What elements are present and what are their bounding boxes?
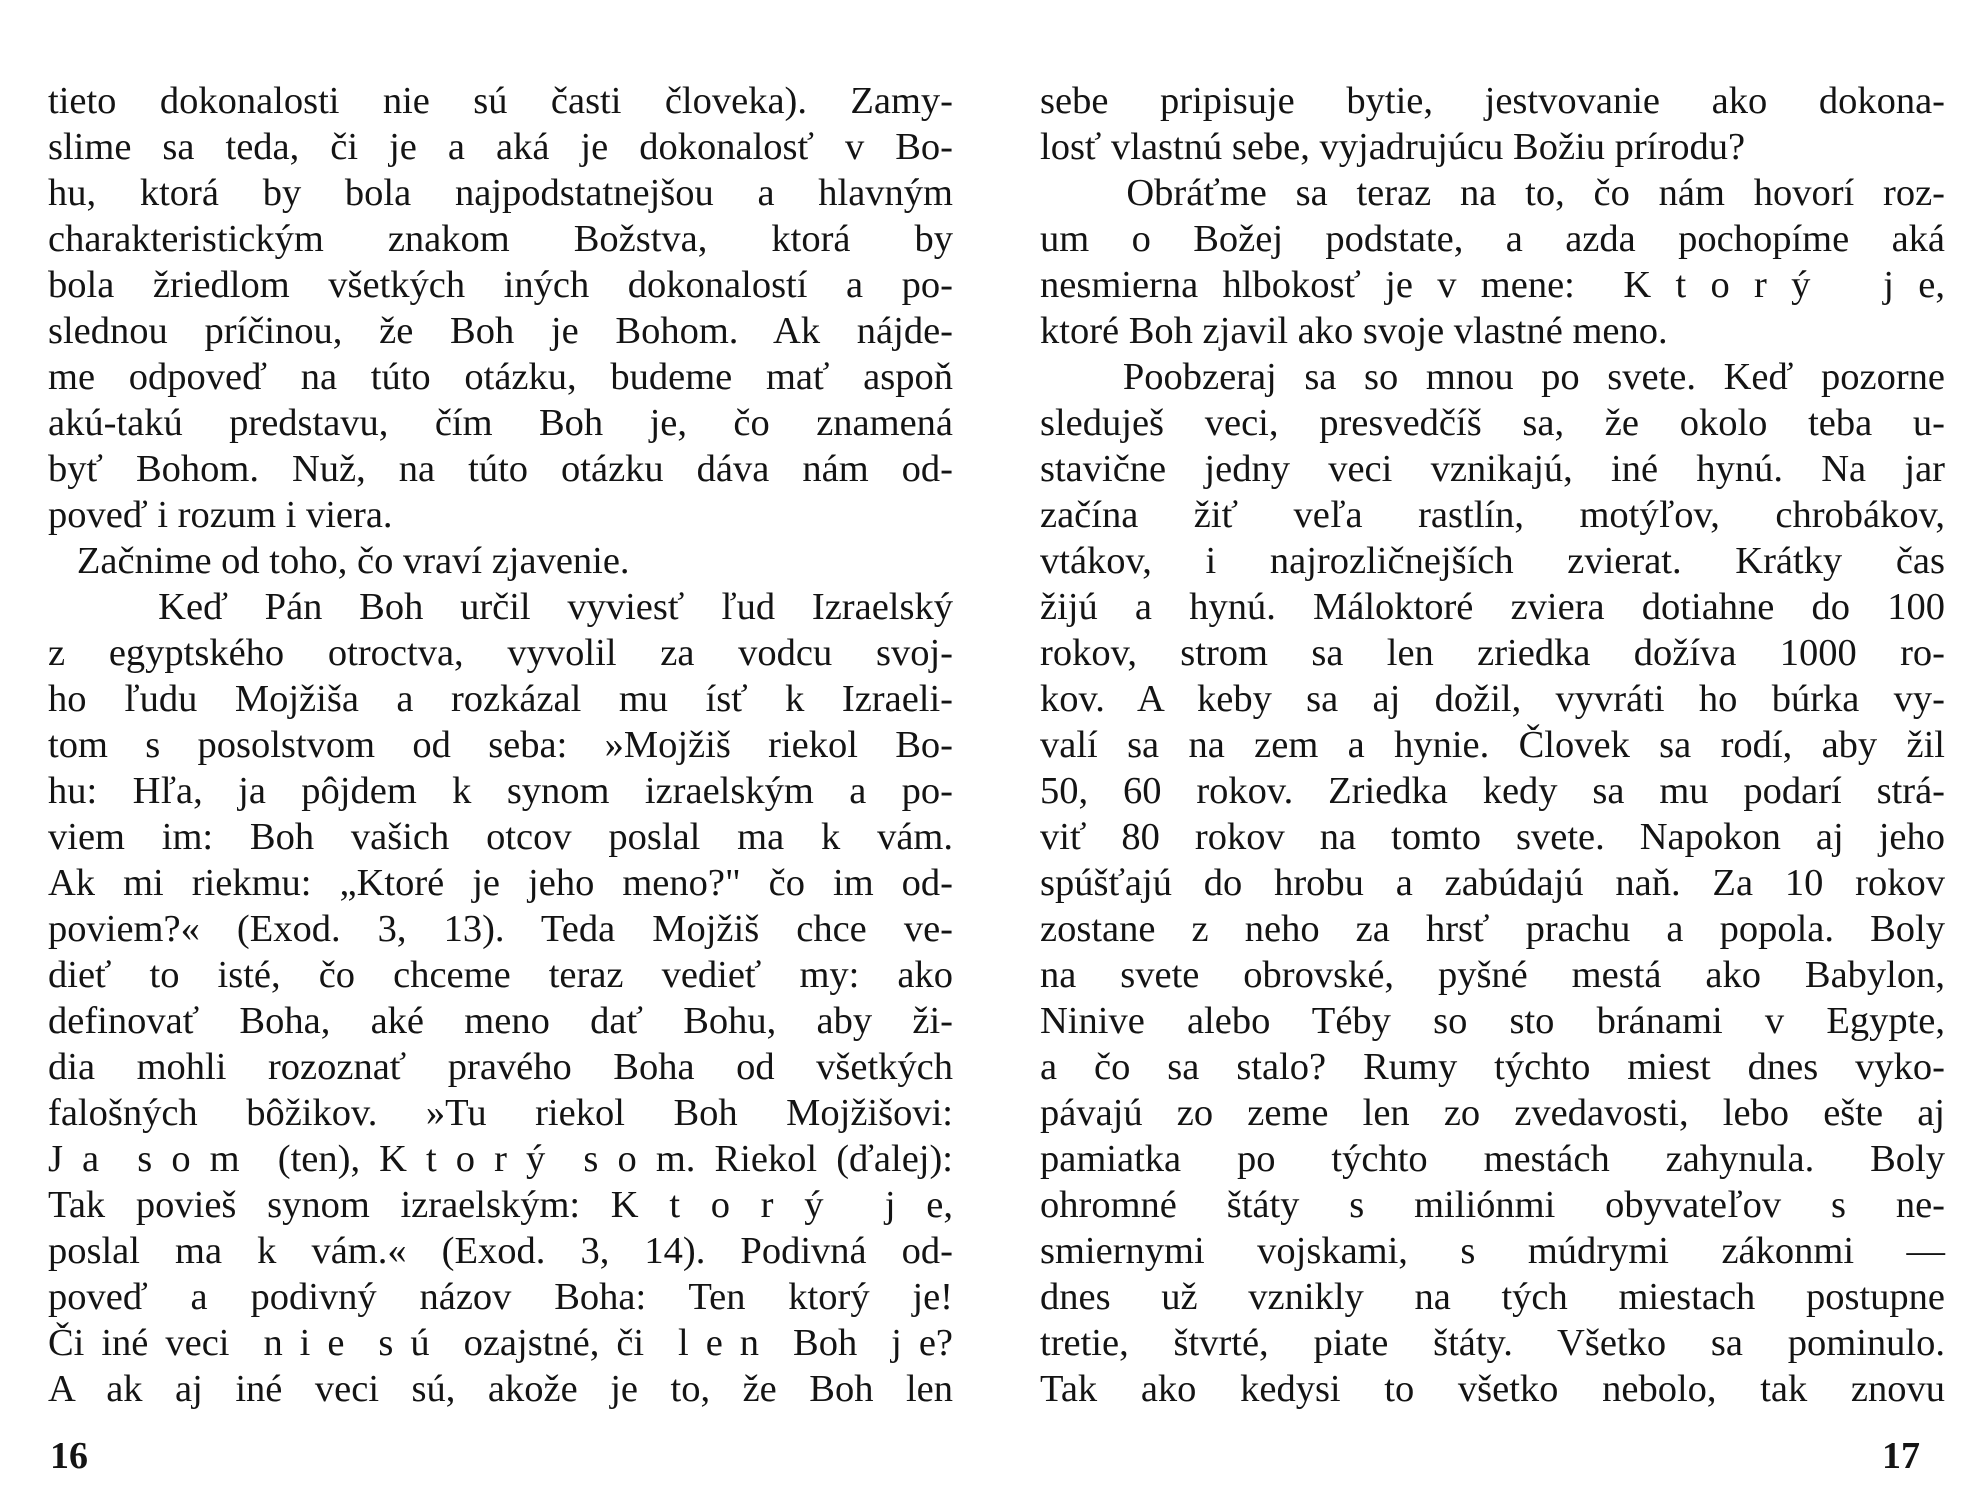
text-line: viem im: Boh vašich otcov poslal ma k vám. — [48, 816, 953, 858]
text-line: rokov, strom sa len zriedka dožíva 1000 ro- — [1040, 632, 1945, 674]
text-line: 50, 60 rokov. Zriedka kedy sa mu podarí strá- — [1040, 770, 1945, 812]
text-line: ho ľudu Mojžiša a rozkázal mu ísť k Izraeli- — [48, 678, 953, 720]
text-line: tretie, štvrté, piate štáty. Všetko sa pominulo. — [1040, 1322, 1945, 1364]
text-line: zostane z neho za hrsť prachu a popola. Boly — [1040, 908, 1945, 950]
text-line: ohromné štáty s miliónmi obyvateľov s ne- — [1040, 1184, 1945, 1226]
text-line: poviem?« (Exod. 3, 13). Teda Mojžiš chce ve- — [48, 908, 953, 950]
text-line: Ninive alebo Téby so sto bránami v Egypte, — [1040, 1000, 1945, 1042]
text-line: Ak mi riekmu: „Ktoré je jeho meno?" čo im od- — [48, 862, 953, 904]
text-line: Začnime od toho, čo vraví zjavenie. — [48, 540, 630, 582]
text-line: Tak povieš synom izraelským: K t o r ý j e, — [48, 1184, 953, 1226]
text-line: spúšťajú do hrobu a zabúdajú naň. Za 10 rokov — [1040, 862, 1945, 904]
text-line: charakteristickým znakom Božstva, ktorá by — [48, 218, 953, 260]
text-line: byť Bohom. Nuž, na túto otázku dáva nám od- — [48, 448, 953, 490]
text-line: akú-takú predstavu, čím Boh je, čo znamená — [48, 402, 953, 444]
text-line: pamiatka po týchto mestách zahynula. Boly — [1040, 1138, 1945, 1180]
right-page-text — [1040, 78, 1945, 1412]
text-line: slime sa teda, či je a aká je dokonalosť v Bo- — [48, 126, 953, 168]
text-line: falošných bôžikov. »Tu riekol Boh Mojžišovi: — [48, 1092, 953, 1134]
text-line: tieto dokonalosti nie sú časti človeka). Zamy- — [48, 80, 953, 122]
text-line: A ak aj iné veci sú, akože je to, že Boh len — [48, 1368, 953, 1410]
text-line: sebe pripisuje bytie, jestvovanie ako dokona- — [1040, 80, 1945, 122]
text-line: z egyptského otroctva, vyvolil za vodcu svoj- — [48, 632, 953, 674]
text-line: hu: Hľa, ja pôjdem k synom izraelským a po- — [48, 770, 953, 812]
text-line: slednou príčinou, že Boh je Bohom. Ak nájde- — [48, 310, 953, 352]
text-line: definovať Boha, aké meno dať Bohu, aby ži- — [48, 1000, 953, 1042]
text-line: J a s o m (ten), K t o r ý s o m. Riekol (ďalej): — [48, 1138, 953, 1180]
text-line: žijú a hynú. Máloktoré zviera dotiahne do 100 — [1040, 586, 1945, 628]
text-line: pávajú zo zeme len zo zvedavosti, lebo ešte aj — [1040, 1092, 1945, 1134]
text-line: Obráťme sa teraz na to, čo nám hovorí roz- — [1040, 172, 1945, 214]
page-number-right: 17 — [1882, 1435, 1920, 1477]
text-line: me odpoveď na túto otázku, budeme mať aspoň — [48, 356, 953, 398]
text-line: smiernymi vojskami, s múdrymi zákonmi — — [1040, 1230, 1945, 1272]
text-line: valí sa na zem a hynie. Človek sa rodí, aby žil — [1040, 724, 1945, 766]
text-line: začína žiť veľa rastlín, motýľov, chrobákov, — [1040, 494, 1945, 536]
text-line: um o Božej podstate, a azda pochopíme aká — [1040, 218, 1945, 260]
text-line: Poobzeraj sa so mnou po svete. Keď pozorne — [1040, 356, 1945, 398]
text-line: bola žriedlom všetkých iných dokonalostí a po- — [48, 264, 953, 306]
text-line: Tak ako kedysi to všetko nebolo, tak znovu — [1040, 1368, 1945, 1410]
text-line: Keď Pán Boh určil vyviesť ľud Izraelský — [48, 586, 953, 628]
text-line: losť vlastnú sebe, vyjadrujúcu Božiu prírodu? — [1040, 126, 1746, 168]
text-line: vtákov, i najrozličnejších zvierat. Krátky čas — [1040, 540, 1945, 582]
text-line: hu, ktorá by bola najpodstatnejšou a hlavným — [48, 172, 953, 214]
text-line: sleduješ veci, presvedčíš sa, že okolo teba u- — [1040, 402, 1945, 444]
text-line: na svete obrovské, pyšné mestá ako Babylon, — [1040, 954, 1945, 996]
text-line: poslal ma k vám.« (Exod. 3, 14). Podivná od- — [48, 1230, 953, 1272]
text-line: Či iné veci n i e s ú ozajstné, či l e n Boh j e? — [48, 1322, 953, 1364]
text-line: stavične jedny veci vznikajú, iné hynú. Na jar — [1040, 448, 1945, 490]
text-line: kov. A keby sa aj dožil, vyvráti ho búrka vy- — [1040, 678, 1945, 720]
text-line: a čo sa stalo? Rumy týchto miest dnes vyko- — [1040, 1046, 1945, 1088]
text-line: nesmierna hlbokosť je v mene: K t o r ý j e, — [1040, 264, 1945, 306]
text-line: dieť to isté, čo chceme teraz vedieť my: ako — [48, 954, 953, 996]
text-line: dia mohli rozoznať pravého Boha od všetkých — [48, 1046, 953, 1088]
text-line: poveď a podivný názov Boha: Ten ktorý je! — [48, 1276, 953, 1318]
text-line: ktoré Boh zjavil ako svoje vlastné meno. — [1040, 310, 1668, 352]
text-line: tom s posolstvom od seba: »Mojžiš riekol Bo- — [48, 724, 953, 766]
text-line: dnes už vznikly na tých miestach postupne — [1040, 1276, 1945, 1318]
left-page-text — [48, 78, 953, 1412]
text-line: poveď i rozum i viera. — [48, 494, 393, 536]
text-line: viť 80 rokov na tomto svete. Napokon aj jeho — [1040, 816, 1945, 858]
page-number-left: 16 — [50, 1435, 88, 1477]
